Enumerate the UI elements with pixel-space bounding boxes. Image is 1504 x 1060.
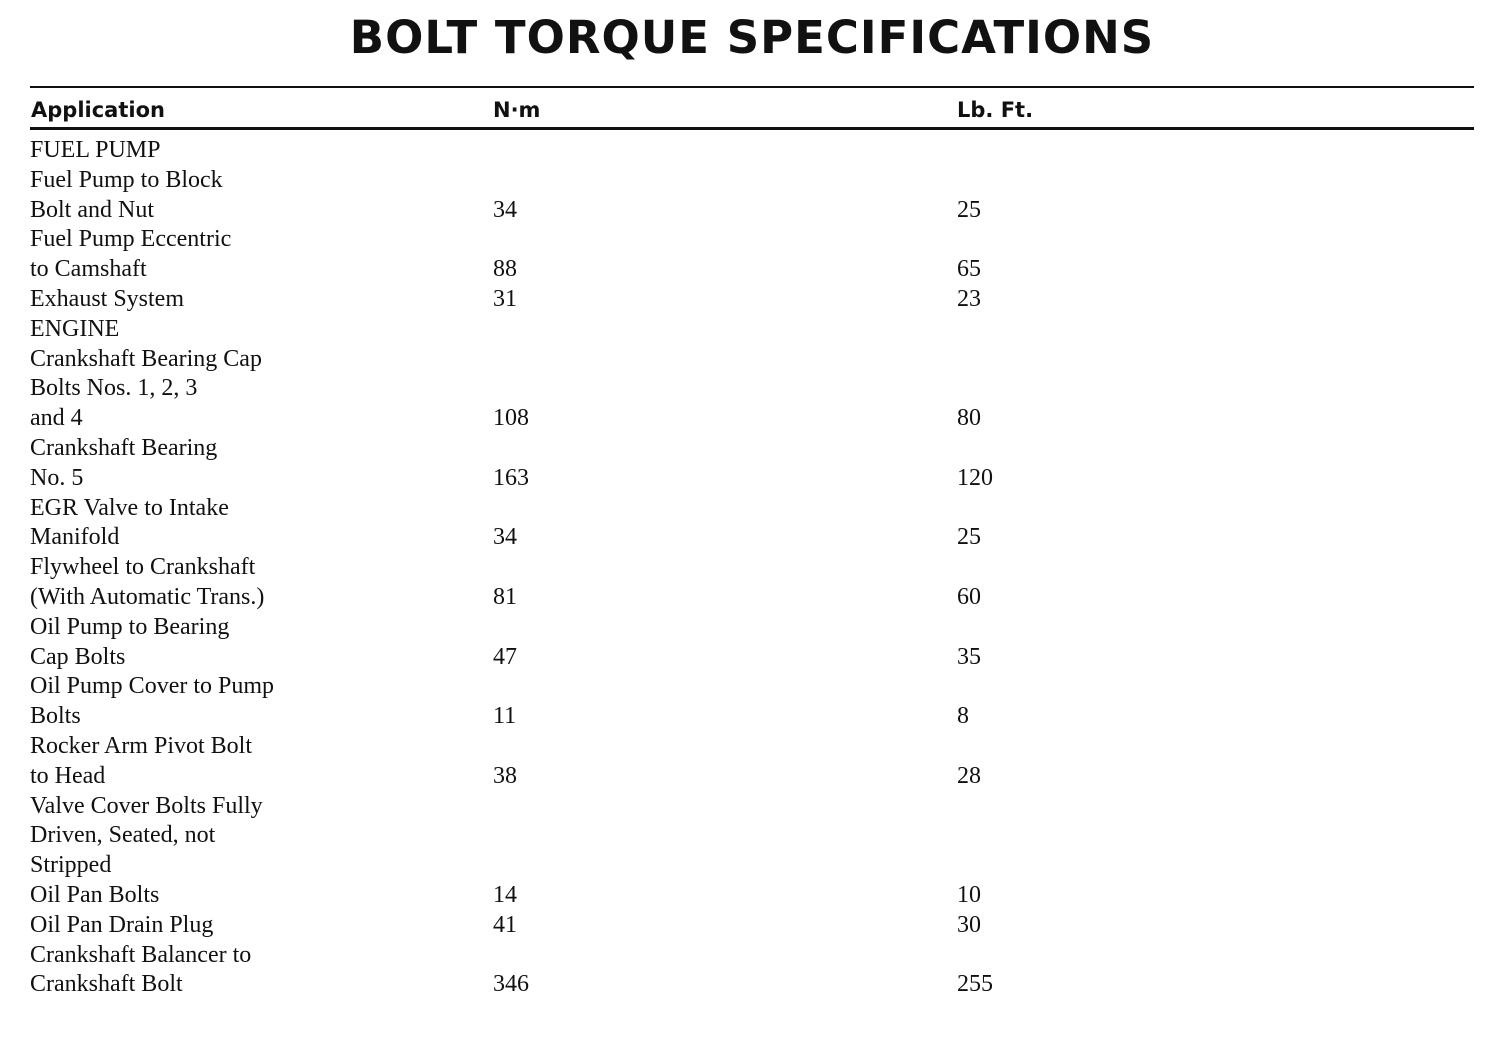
header-bottom-rule [30, 127, 1474, 130]
table-row [30, 494, 1474, 524]
table-row [30, 434, 1474, 464]
lbft-value-cell: 80 [957, 405, 981, 432]
lbft-value-cell: 35 [957, 643, 981, 670]
table-row [30, 404, 1474, 434]
application-cell: and 4 [30, 405, 83, 432]
application-cell: No. 5 [30, 464, 84, 491]
application-cell: Oil Pan Bolts [30, 881, 160, 908]
application-cell: (With Automatic Trans.) [30, 583, 265, 610]
lbft-value-cell: 10 [957, 881, 981, 908]
nm-value-cell: 41 [493, 911, 517, 938]
header-top-rule [30, 86, 1474, 88]
table-row [30, 166, 1474, 196]
table-row [30, 851, 1474, 881]
table-row [30, 136, 1474, 166]
table-row [30, 762, 1474, 792]
page-title: BOLT TORQUE SPECIFICATIONS [349, 11, 1155, 64]
application-cell: EGR Valve to Intake [30, 494, 229, 521]
nm-value-cell: 11 [493, 703, 517, 730]
application-cell: Oil Pump to Bearing [30, 613, 230, 640]
application-cell: Exhaust System [30, 285, 184, 312]
lbft-value-cell: 120 [957, 464, 993, 491]
table-row [30, 792, 1474, 822]
table-row [30, 225, 1474, 255]
application-cell: Crankshaft Balancer to [30, 941, 252, 968]
nm-value-cell: 14 [493, 881, 517, 908]
application-cell: Bolts [30, 703, 81, 730]
nm-value-cell: 34 [493, 524, 517, 551]
table-row [30, 941, 1474, 971]
application-cell: ENGINE [30, 315, 120, 342]
lbft-value-cell: 25 [957, 196, 981, 223]
nm-value-cell: 163 [493, 464, 529, 491]
nm-value-cell: 34 [493, 196, 517, 223]
table-row [30, 374, 1474, 404]
lbft-value-cell: 30 [957, 911, 981, 938]
table-row [30, 613, 1474, 643]
nm-value-cell: 31 [493, 285, 517, 312]
application-cell: Fuel Pump to Block [30, 166, 223, 193]
torque-table-body [30, 136, 1474, 1000]
table-row [30, 970, 1474, 1000]
nm-value-cell: 81 [493, 583, 517, 610]
application-cell: Stripped [30, 852, 112, 879]
application-cell: Fuel Pump Eccentric [30, 226, 232, 253]
application-cell: Crankshaft Bearing [30, 434, 218, 461]
nm-value-cell: 47 [493, 643, 517, 670]
table-row [30, 821, 1474, 851]
table-row [30, 553, 1474, 583]
column-header-nm: N·m [493, 98, 541, 122]
application-cell: Valve Cover Bolts Fully [30, 792, 263, 819]
application-cell: Bolts Nos. 1, 2, 3 [30, 375, 198, 402]
application-cell: Manifold [30, 524, 120, 551]
table-row [30, 672, 1474, 702]
lbft-value-cell: 28 [957, 762, 981, 789]
nm-value-cell: 108 [493, 405, 529, 432]
nm-value-cell: 38 [493, 762, 517, 789]
application-cell: Driven, Seated, not [30, 822, 216, 849]
table-row [30, 523, 1474, 553]
table-row [30, 345, 1474, 375]
table-row [30, 196, 1474, 226]
lbft-value-cell: 255 [957, 971, 993, 998]
application-cell: Crankshaft Bearing Cap [30, 345, 262, 372]
table-row [30, 643, 1474, 673]
table-row [30, 285, 1474, 315]
lbft-value-cell: 65 [957, 256, 981, 283]
column-header-application: Application [31, 98, 165, 122]
application-cell: to Camshaft [30, 256, 147, 283]
table-row [30, 255, 1474, 285]
table-row [30, 881, 1474, 911]
table-row [30, 464, 1474, 494]
application-cell: Cap Bolts [30, 643, 126, 670]
lbft-value-cell: 23 [957, 285, 981, 312]
application-cell: Oil Pan Drain Plug [30, 911, 214, 938]
table-row [30, 583, 1474, 613]
application-cell: Oil Pump Cover to Pump [30, 673, 275, 700]
lbft-value-cell: 8 [957, 703, 969, 730]
nm-value-cell: 346 [493, 971, 529, 998]
table-row [30, 732, 1474, 762]
application-cell: Flywheel to Crankshaft [30, 554, 256, 581]
application-cell: Crankshaft Bolt [30, 971, 183, 998]
table-row [30, 702, 1474, 732]
lbft-value-cell: 25 [957, 524, 981, 551]
application-cell: FUEL PUMP [30, 137, 161, 163]
application-cell: Bolt and Nut [30, 196, 154, 223]
table-row [30, 911, 1474, 941]
table-row [30, 315, 1474, 345]
column-header-lbft: Lb. Ft. [957, 98, 1034, 122]
application-cell: Rocker Arm Pivot Bolt [30, 732, 252, 759]
lbft-value-cell: 60 [957, 583, 981, 610]
application-cell: to Head [30, 762, 106, 789]
nm-value-cell: 88 [493, 256, 517, 283]
